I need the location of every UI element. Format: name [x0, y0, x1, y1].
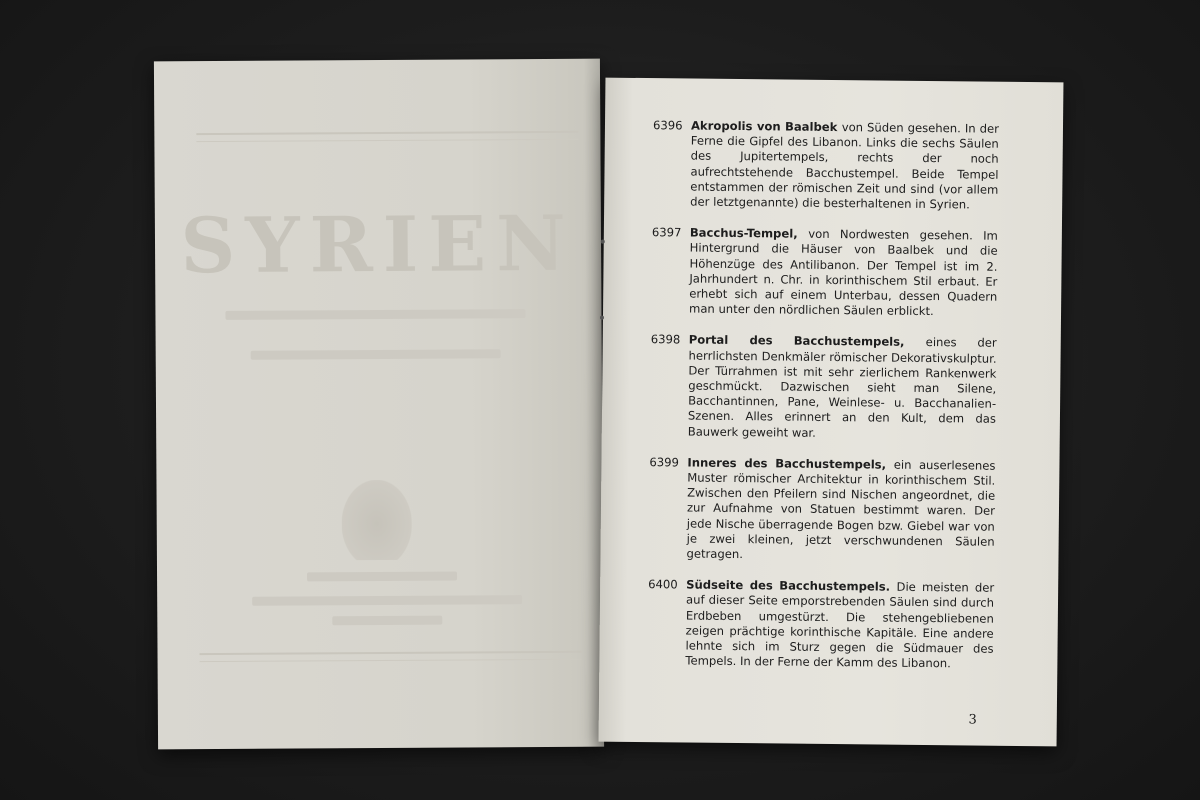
entry-number: 6397 [651, 225, 682, 240]
entry-description: Die meisten der auf dieser Seite emporstrebenden Säulen sind durch Erdbeben umgestürzt. Die stehengebliebenen zeigen prächtige korinthische Kapitäle. Eine andere lehnte sich im Sturz gegen die Südmauer des Tempels. In der Ferne der Kamm des Libanon. [685, 579, 995, 671]
entry-number: 6398 [650, 332, 681, 347]
ghost-publisher-line [332, 616, 442, 626]
entry-number: 6400 [648, 577, 678, 592]
ghost-rule-top [196, 131, 578, 142]
left-page [154, 59, 604, 750]
entry-text-block [685, 578, 994, 672]
catalog-entry [650, 333, 997, 443]
catalog-entry [647, 577, 994, 672]
binding-stitch [601, 240, 605, 244]
entry-title: Akropolis von Baalbek [690, 118, 842, 135]
open-booklet [150, 58, 1066, 762]
ghost-subtitle-line [225, 309, 525, 320]
entry-description: von Süden gesehen. In der Ferne die Gipfel des Libanon. Links die sechs Säulen des Jupitertempels, rechts der noch aufrechtstehende Bacchustempel. Beide Tempel entstammen der römischen Zeit und sind (vor allem der letztgenannte) die besterhaltenen in Syrien. [690, 120, 1000, 212]
catalog-entries [647, 118, 999, 688]
entry-text-block [688, 333, 997, 443]
ghost-subtitle-line [251, 349, 501, 360]
entry-number: 6399 [649, 454, 680, 470]
catalog-entry [651, 225, 998, 320]
entry-title: Bacchus-Tempel, [689, 225, 809, 241]
entry-description: eines der herrlichsten Denkmäler römischer Dekorativskulptur. Der Türrahmen ist mit sehr zierlichem Rankenwerk geschmückt. Dazwischen sieht man Silene, Bacchantinnen, Pane, Weinlese- u. Bacchanalien-Szenen. Alles erinnert an den Kult, dem das Bauwerk geweiht war. [687, 335, 997, 440]
entry-title: Inneres des Bacchustempels, [687, 455, 894, 472]
entry-number: 6396 [652, 118, 683, 133]
right-page [599, 78, 1064, 747]
entry-description: ein auserlesenes Muster römischer Architektur in korinthischem Stil. Zwischen den Pfeilern sind Nischen angeordnet, die zur Aufnahme von Statuen bestimmt waren. Der jede Nische überragende Bogen bzw. Giebel war von je zwei kleinen, jetzt verschwundenen Säulen getragen. [686, 457, 996, 562]
ghost-publisher-logo [341, 480, 411, 560]
page-number: 3 [968, 712, 977, 728]
entry-title: Portal des Bacchustempels, [688, 332, 926, 350]
ghost-publisher-line [252, 595, 522, 606]
ghost-cover-title: SYRIEN [180, 198, 576, 291]
entry-description: von Nordwesten gesehen. Im Hintergrund die Häuser von Baalbek und die Höhenzüge des Antilibanon. Der Tempel ist im 2. Jahrhundert n. Chr. in korinthischem Stil erbaut. Er erhebt sich auf einem Unterbau, dessen Quadern man unter den nördlichen Säulen erblickt. [689, 226, 998, 319]
ghost-rule-bottom [200, 651, 582, 662]
entry-text-block [686, 455, 995, 565]
catalog-entry [652, 118, 999, 213]
catalog-entry [648, 455, 995, 565]
binding-stitch [600, 316, 604, 320]
entry-text-block [690, 119, 999, 213]
entry-title: Südseite des Bacchustempels. [686, 577, 897, 594]
entry-text-block [689, 226, 998, 320]
ghost-publisher-line [307, 572, 457, 582]
